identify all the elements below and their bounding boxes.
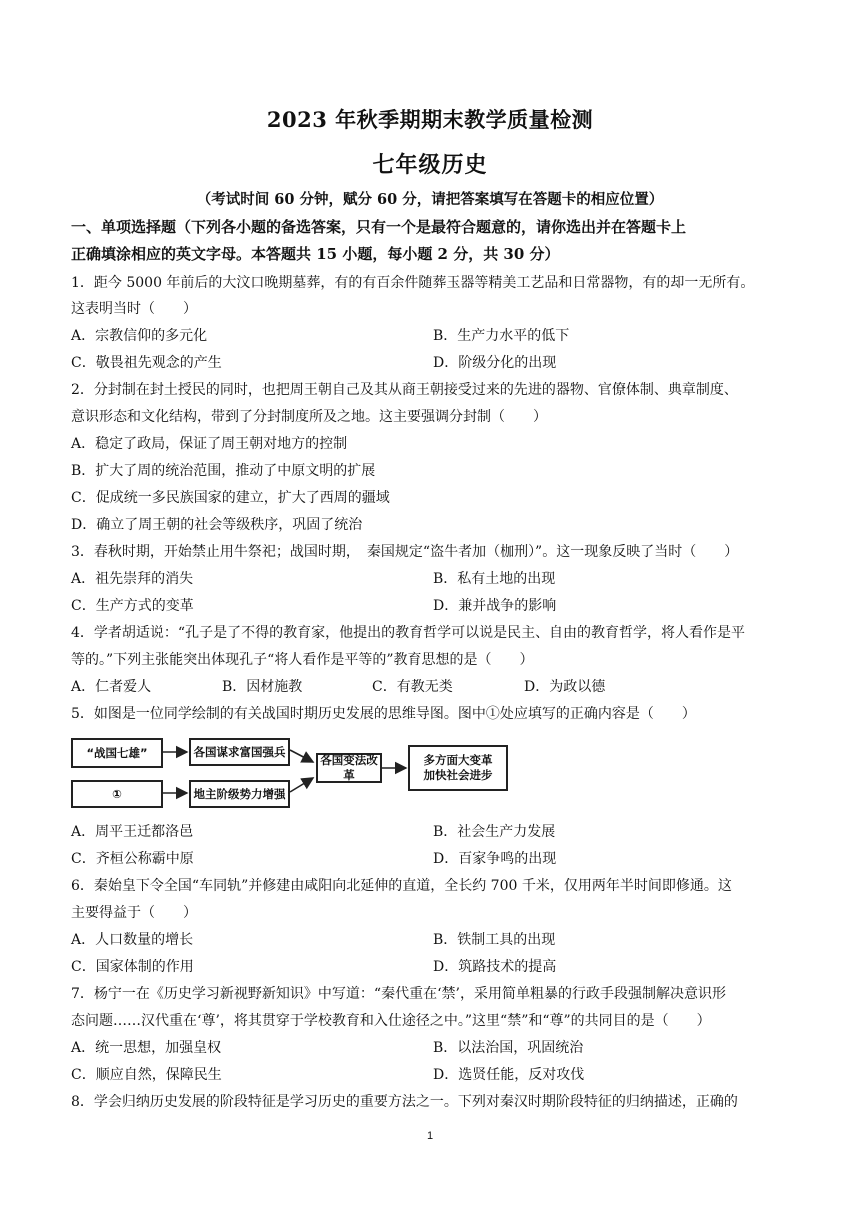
q7-option-a: A．统一思想，加强皇权	[71, 1040, 222, 1056]
section-heading-line2: 正确填涂相应的英文字母。本答题共 15 小题，每小题 2 分，共 30 分）	[71, 245, 560, 263]
q6-stem-line1: 6．秦始皇下令全国“车同轨”并修建由咸阳向北延伸的直道，全长约 700 千米，仅用两年半时间即修通。这	[71, 878, 732, 894]
mind-map-box-strengthen: 各国谋求富国强兵	[189, 738, 290, 766]
exam-note: （考试时间 60 分钟，赋分 60 分，请把答案填写在答题卡的相应位置）	[196, 191, 664, 208]
q7-option-b: B．以法治国，巩固统治	[433, 1040, 584, 1056]
mind-map-box-result	[408, 745, 508, 791]
q2-option-b: B．扩大了周的统治范围，推动了中原文明的扩展	[71, 463, 376, 479]
q6-option-b: B．铁制工具的出现	[433, 932, 556, 948]
q3-option-d: D．兼并战争的影响	[433, 598, 557, 614]
section-heading-line1: 一、单项选择题（下列各小题的备选答案，只有一个是最符合题意的，请你选出并在答题卡上	[71, 218, 687, 236]
q1-option-b: B．生产力水平的低下	[433, 328, 570, 344]
page-number: 1	[426, 1130, 434, 1142]
q2-stem-line1: 2．分封制在封土授民的同时，也把周王朝自己及其从商王朝接受过来的先进的器物、官僚体制、典章制度、	[71, 382, 738, 398]
mind-map	[70, 730, 510, 812]
q7-stem-line1: 7．杨宁一在《历史学习新视野新知识》中写道：“秦代重在‘禁’，采用简单粗暴的行政手段强制解决意识形	[71, 986, 726, 1002]
q2-option-c: C．促成统一多民族国家的建立，扩大了西周的疆域	[71, 490, 390, 506]
q5-option-c: C．齐桓公称霸中原	[71, 851, 194, 867]
q2-stem-line2: 意识形态和文化结构，带到了分封制度所及之地。这主要强调分封制（ ）	[71, 409, 547, 425]
mind-map-result-line2: 加快社会进步	[423, 768, 493, 782]
q4-option-c: C．有教无类	[372, 679, 453, 695]
exam-subject: 七年级历史	[372, 152, 488, 178]
q5-option-a: A．周平王迁都洛邑	[71, 824, 194, 840]
q1-stem-line2: 这表明当时（ ）	[71, 301, 197, 317]
q2-option-a: A．稳定了政局，保证了周王朝对地方的控制	[71, 436, 348, 452]
mind-map-box-reforms: 各国变法改革	[316, 753, 382, 783]
q1-option-c: C．敬畏祖先观念的产生	[71, 355, 222, 371]
q4-option-d: D．为政以德	[524, 679, 606, 695]
q4-stem-line1: 4．学者胡适说：“孔子是了不得的教育家，他提出的教育哲学可以说是民主、自由的教育哲学，将人看作是平	[71, 625, 746, 641]
q5-option-b: B．社会生产力发展	[433, 824, 556, 840]
q6-option-c: C．国家体制的作用	[71, 959, 194, 975]
q8-stem-line1: 8．学会归纳历史发展的阶段特征是学习历史的重要方法之一。下列对秦汉时期阶段特征的归纳描述，正确的	[71, 1094, 738, 1110]
q4-option-a: A．仁者爱人	[71, 679, 152, 695]
arrow-4	[290, 778, 313, 792]
mind-map-result-line1: 多方面大变革	[423, 753, 493, 767]
q3-option-c: C．生产方式的变革	[71, 598, 194, 614]
q4-option-b: B．因材施教	[222, 679, 303, 695]
mind-map-box-blank: ①	[71, 780, 163, 808]
arrow-3	[290, 750, 313, 762]
q6-stem-line2: 主要得益于（ ）	[71, 905, 197, 921]
q7-option-c: C．顺应自然，保障民生	[71, 1067, 222, 1083]
q5-stem-line1: 5．如图是一位同学绘制的有关战国时期历史发展的思维导图。图中①处应填写的正确内容是（ ）	[71, 706, 696, 722]
q3-option-b: B．私有土地的出现	[433, 571, 556, 587]
mind-map-box-seven-states: “战国七雄”	[71, 738, 163, 768]
q1-stem-line1: 1．距今 5000 年前后的大汶口晚期墓葬，有的有百余件随葬玉器等精美工艺品和日常器物，有的却一无所有。	[71, 275, 755, 291]
q7-option-d: D．选贤任能，反对攻伐	[433, 1067, 585, 1083]
q1-option-a: A．宗教信仰的多元化	[71, 328, 208, 344]
q6-option-a: A．人口数量的增长	[71, 932, 194, 948]
exam-title: 2023 年秋季期期末教学质量检测	[266, 107, 594, 132]
q7-stem-line2: 态问题……汉代重在‘尊’，将其贯穿于学校教育和入仕途径之中。”这里“禁”和“尊”的共同目的是（ ）	[71, 1013, 711, 1029]
q3-stem-line1: 3．春秋时期，开始禁止用牛祭祀；战国时期， 秦国规定“盗牛者加（枷刑）”。这一现象反映了当时（ ）	[71, 544, 739, 560]
mind-map-box-landlords: 地主阶级势力增强	[189, 780, 290, 808]
q5-option-d: D．百家争鸣的出现	[433, 851, 557, 867]
q3-option-a: A．祖先崇拜的消失	[71, 571, 194, 587]
q6-option-d: D．筑路技术的提高	[433, 959, 557, 975]
q1-option-d: D．阶级分化的出现	[433, 355, 557, 371]
q4-stem-line2: 等的。”下列主张能突出体现孔子“将人看作是平等的”教育思想的是（ ）	[71, 652, 534, 668]
q2-option-d: D．确立了周王朝的社会等级秩序，巩固了统治	[71, 517, 363, 533]
